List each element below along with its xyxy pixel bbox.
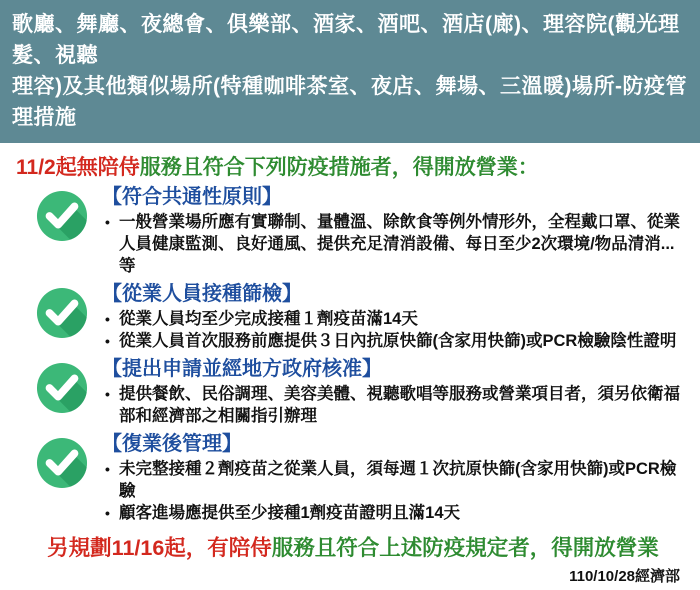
footer-date-source: 110/10/28經濟部 (569, 568, 680, 585)
bullet-item: • 從業人員首次服務前應提供３日內抗原快篩(含家用快篩)或PCR檢驗陰性證明 (102, 330, 688, 352)
checkmark-icon (36, 287, 88, 339)
section-title: 【復業後管理】 (102, 433, 242, 455)
opening-headline (16, 151, 692, 181)
headline-condition-text: 服務且符合下列防疫措施者，得開放營業： (139, 156, 539, 179)
header-title-line1: 歌廳、舞廳、夜總會、俱樂部、酒家、酒吧、酒店(廊)、理容院(觀光理髮、視聽 (12, 13, 680, 67)
checkmark-icon (36, 190, 88, 242)
measure-sections (14, 185, 692, 526)
bullet-item: • 從業人員均至少完成接種１劑疫苗滿14天 (102, 308, 688, 330)
section-staff-vaccination-screening (36, 282, 692, 354)
bullet-list (102, 458, 688, 524)
bottom-date-highlight: 另規劃11/16起，有陪侍 (47, 536, 272, 560)
section-title: 【提出申請並經地方政府核准】 (102, 358, 382, 380)
header-banner (0, 0, 700, 143)
bottom-condition-text: 服務且符合上述防疫規定者，得開放營業 (271, 536, 659, 560)
headline-date-highlight: 11/2起無陪侍 (16, 156, 140, 179)
header-title-line2: 理容)及其他類似場所(特種咖啡茶室、夜店、舞場、三溫暖)場所-防疫管理措施 (12, 75, 687, 129)
section-common-principles (36, 185, 692, 279)
section-text (102, 185, 692, 279)
bullet-list (102, 308, 688, 352)
bullet-list (102, 383, 688, 427)
checkmark-icon (36, 437, 88, 489)
bullet-item: • 顧客進場應提供至少接種1劑疫苗證明且滿14天 (102, 502, 688, 524)
bullet-item: • 一般營業場所應有實聯制、量體溫、除飲食等例外情形外，全程戴口罩、從業人員健康監測、良好通風、提供充足清消設備、每日至少2次環境/物品清消...等 (102, 211, 688, 277)
section-title: 【符合共通性原則】 (102, 186, 282, 208)
section-government-approval (36, 357, 692, 429)
bullet-item: • 提供餐飲、民俗調理、美容美體、視聽歌唱等服務或營業項目者，須另依衛福部和經濟部之相關指引辦理 (102, 383, 688, 427)
main-content (0, 143, 700, 590)
section-text (102, 432, 692, 526)
checkmark-icon (36, 362, 88, 414)
section-text (102, 282, 692, 354)
future-plan-headline (14, 531, 692, 562)
section-text (102, 357, 692, 429)
bullet-item: • 未完整接種２劑疫苗之從業人員，須每週１次抗原快篩(含家用快篩)或PCR檢驗 (102, 458, 688, 502)
section-post-reopening-management (36, 432, 692, 526)
bullet-list (102, 211, 688, 277)
section-title: 【從業人員接種篩檢】 (102, 283, 302, 305)
